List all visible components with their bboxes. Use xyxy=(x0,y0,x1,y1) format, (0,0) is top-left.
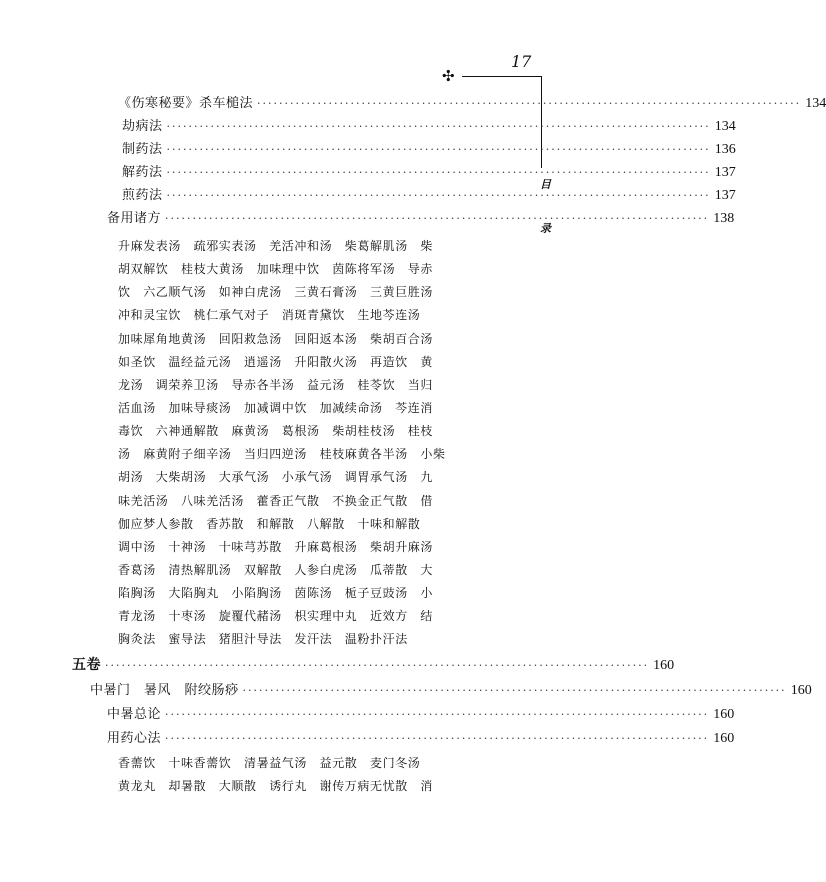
formula-line: 活血汤 加味导痰汤 加减调中饮 加减续命汤 芩连消 xyxy=(118,400,434,415)
ornament-icon: ✣ xyxy=(442,67,455,85)
toc-entry[interactable] xyxy=(122,139,736,161)
toc-entry[interactable] xyxy=(107,704,735,726)
formula-line: 胸灸法 蜜导法 猪胆汁导法 发汗法 温粉扑汗法 xyxy=(118,632,408,647)
header-rule xyxy=(462,76,542,77)
formula-line: 龙汤 调荣养卫汤 导赤各半汤 益元汤 桂苓饮 当归 xyxy=(118,377,434,392)
toc-entry-title: 解药法 xyxy=(122,165,163,180)
leader-dots: ··································································································· xyxy=(165,732,710,745)
leader-dots: ··································································································· xyxy=(166,120,711,133)
formula-line: 味羌活汤 八味羌活汤 藿香正气散 不换金正气散 借 xyxy=(118,493,434,508)
toc-entry-page: 134 xyxy=(714,119,736,134)
toc-entry-title: 中暑总论 xyxy=(107,707,162,722)
toc-entry-page: 160 xyxy=(790,683,812,698)
toc-entry-page: 137 xyxy=(714,188,736,203)
leader-dots: ··································································································· xyxy=(257,97,802,110)
formula-line: 毒饮 六神通解散 麻黄汤 葛根汤 柴胡桂枝汤 桂枝 xyxy=(118,424,434,439)
leader-dots: ··································································································· xyxy=(166,143,711,156)
toc-entry-page: 160 xyxy=(653,658,675,673)
side-label-lu: 录 xyxy=(540,222,551,235)
toc-entry-title: 中暑门 暑风 附绞肠痧 xyxy=(90,683,239,698)
toc-entry[interactable] xyxy=(122,185,736,207)
formula-line: 如圣饮 温经益元汤 逍遥汤 升阳散火汤 再造饮 黄 xyxy=(118,354,434,369)
toc-entry-title: 煎药法 xyxy=(122,188,163,203)
formula-line: 黄龙丸 却暑散 大顺散 诱行丸 谢传万病无忧散 消 xyxy=(118,779,434,794)
formula-line: 调中汤 十神汤 十味芎苏散 升麻葛根汤 柴胡升麻汤 xyxy=(118,539,434,554)
page-number: 17 xyxy=(511,52,532,71)
toc-entry-title: 用药心法 xyxy=(107,731,162,746)
leader-dots: ··································································································· xyxy=(165,708,710,721)
toc-entry[interactable] xyxy=(122,162,736,184)
formula-line: 汤 麻黄附子细辛汤 当归四逆汤 桂枝麻黄各半汤 小柴 xyxy=(118,447,446,462)
leader-dots: ··································································································· xyxy=(166,166,711,179)
formula-line: 冲和灵宝饮 桃仁承气对子 消斑青黛饮 生地芩连汤 xyxy=(118,308,421,323)
formula-line: 香葛汤 清热解肌汤 双解散 人参白虎汤 瓜蒂散 大 xyxy=(118,562,434,577)
toc-entry-title: 《伤寒秘要》杀车槌法 xyxy=(118,96,254,111)
toc-entry[interactable] xyxy=(90,680,812,702)
formula-list xyxy=(118,752,498,798)
toc-entry-page: 138 xyxy=(713,211,735,226)
toc-entry-volume[interactable] xyxy=(72,654,675,676)
formula-line: 加味犀角地黄汤 回阳救急汤 回阳返本汤 柴胡百合汤 xyxy=(118,331,434,346)
toc-entry[interactable] xyxy=(107,208,735,230)
toc-entry-page: 160 xyxy=(713,707,735,722)
formula-line: 青龙汤 十枣汤 旋覆代赭汤 枳实理中丸 近效方 结 xyxy=(118,609,434,624)
formula-line: 香薷饮 十味香薷饮 清暑益气汤 益元散 麦门冬汤 xyxy=(118,756,421,770)
side-label-mu: 目 xyxy=(540,178,551,191)
formula-line: 胡双解饮 桂枝大黄汤 加味理中饮 茵陈将军汤 导赤 xyxy=(118,262,434,277)
toc-entry[interactable] xyxy=(118,93,826,115)
toc-entry-title: 五卷 xyxy=(72,657,101,673)
leader-dots: ··································································································· xyxy=(166,189,711,202)
formula-line: 胡汤 大柴胡汤 大承气汤 小承气汤 调胃承气汤 九 xyxy=(118,470,434,485)
toc-entry-page: 136 xyxy=(714,142,736,157)
leader-dots: ··································································································· xyxy=(105,659,650,672)
formula-line: 伽应梦人参散 香苏散 和解散 八解散 十味和解散 xyxy=(118,516,421,531)
formula-line: 升麻发表汤 疏邪实表汤 羌活冲和汤 柴葛解肌汤 柴 xyxy=(118,239,434,253)
formula-list xyxy=(118,235,498,652)
leader-dots: ··································································································· xyxy=(242,684,787,697)
formula-line: 饮 六乙顺气汤 如神白虎汤 三黄石膏汤 三黄巨胜汤 xyxy=(118,285,434,300)
toc-entry-title: 备用诸方 xyxy=(107,211,162,226)
toc-entry-page: 160 xyxy=(713,731,735,746)
formula-line: 陷胸汤 大陷胸丸 小陷胸汤 茵陈汤 栀子豆豉汤 小 xyxy=(118,586,434,601)
toc-entry-page: 137 xyxy=(714,165,736,180)
toc-entry-title: 制药法 xyxy=(122,142,163,157)
toc-entry-page: 134 xyxy=(805,96,826,111)
toc-entry[interactable] xyxy=(107,728,735,750)
toc-entry-title: 劫病法 xyxy=(122,119,163,134)
toc-entry[interactable] xyxy=(122,116,736,138)
leader-dots: ··································································································· xyxy=(165,212,710,225)
